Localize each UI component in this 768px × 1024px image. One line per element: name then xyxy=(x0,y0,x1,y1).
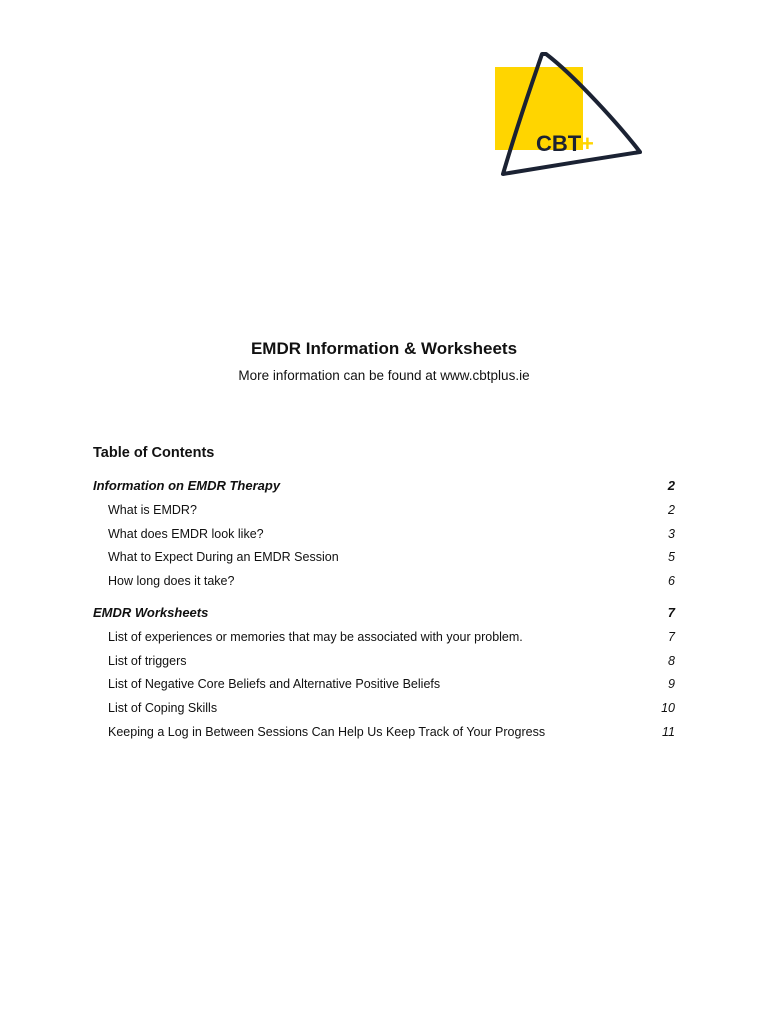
toc-entry-information-on-emdr-therapy[interactable] xyxy=(93,477,675,501)
toc-entry-list-of-coping-skills[interactable] xyxy=(93,699,675,723)
title-block xyxy=(0,338,768,385)
toc-entry-how-long-does-it-take[interactable] xyxy=(93,572,675,596)
toc-entry-label: List of experiences or memories that may be associated with your problem. xyxy=(108,629,523,644)
toc-entry-label: Keeping a Log in Between Sessions Can Help Us Keep Track of Your Progress xyxy=(108,724,546,739)
document-title: EMDR Information & Worksheets xyxy=(250,339,518,358)
table-of-contents xyxy=(93,443,675,755)
toc-entry-label: What is EMDR? xyxy=(108,502,197,517)
toc-section-worksheets xyxy=(93,604,675,747)
toc-entry-page: 5 xyxy=(668,550,675,565)
toc-entry-label: What does EMDR look like? xyxy=(108,526,264,541)
toc-entry-page: 11 xyxy=(662,724,675,739)
toc-entry-label: List of Coping Skills xyxy=(108,701,218,716)
toc-entry-emdr-worksheets[interactable] xyxy=(93,604,675,628)
toc-entry-label: How long does it take? xyxy=(108,574,235,589)
toc-entry-page: 3 xyxy=(668,526,675,541)
toc-entry-what-does-emdr-look-like[interactable] xyxy=(93,525,675,549)
toc-entry-what-is-emdr[interactable] xyxy=(93,501,675,525)
toc-entry-label: Information on EMDR Therapy xyxy=(93,478,281,493)
toc-entry-page: 2 xyxy=(667,478,675,493)
toc-entry-page: 7 xyxy=(668,629,675,644)
toc-entry-label: What to Expect During an EMDR Session xyxy=(108,550,339,565)
toc-entry-list-of-experiences[interactable] xyxy=(93,628,675,652)
toc-entry-page: 10 xyxy=(661,701,675,716)
toc-entry-keeping-a-log[interactable] xyxy=(93,723,675,747)
toc-entry-label: List of triggers xyxy=(108,653,187,668)
toc-entry-page: 9 xyxy=(668,677,675,692)
toc-section-information xyxy=(93,477,675,596)
toc-heading: Table of Contents xyxy=(93,445,215,461)
cbt-plus-logo xyxy=(490,46,650,182)
toc-entry-what-to-expect[interactable] xyxy=(93,548,675,572)
toc-entry-label: EMDR Worksheets xyxy=(93,604,209,620)
toc-entry-page: 7 xyxy=(667,604,675,620)
toc-entry-list-of-triggers[interactable] xyxy=(93,652,675,676)
logo-text: CBT xyxy=(536,131,582,156)
toc-entry-list-of-negative-core-beliefs[interactable] xyxy=(93,675,675,699)
toc-entry-page: 8 xyxy=(668,653,675,668)
toc-entry-page: 2 xyxy=(668,502,675,517)
toc-entry-label: List of Negative Core Beliefs and Alternative Positive Beliefs xyxy=(108,677,441,692)
document-subtitle: More information can be found at www.cbtplus.ie xyxy=(238,368,530,383)
logo-plus: + xyxy=(581,131,594,156)
toc-entry-page: 6 xyxy=(668,574,675,589)
